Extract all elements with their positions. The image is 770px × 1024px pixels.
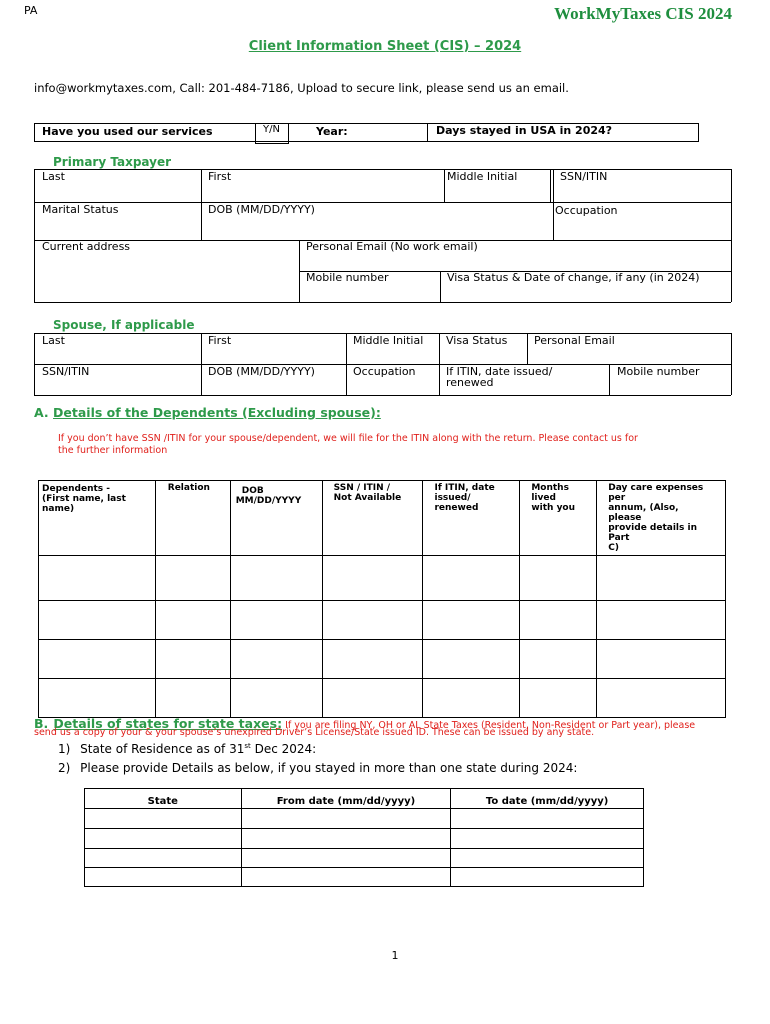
dependents-col-itin: If ITIN, date issued/ renewed [423,481,520,556]
spouse-email-label: Personal Email [534,334,615,347]
item-1-sup: st [244,742,251,750]
item-1-number: 1) [58,742,71,756]
days-label: Days stayed in USA in 2024? [436,124,613,137]
states-col-from: From date (mm/dd/yyyy) [241,789,451,809]
section-a-title: Details of the Dependents (Excluding spouse): [53,405,381,420]
spouse-first-label: First [208,334,232,347]
dependents-col-ssn: SSN / ITIN / Not Available [322,481,423,556]
item-2-number: 2) [58,761,71,775]
states-col-to: To date (mm/dd/yyyy) [451,789,644,809]
primary-middle-label: Middle Initial [447,170,518,183]
primary-marital-label: Marital Status [42,203,119,216]
section-a-letter: A. [34,405,49,420]
spouse-occupation-label: Occupation [353,365,416,378]
item-1-tail: Dec 2024: [250,742,317,756]
contact-line: info@workmytaxes.com, Call: 201-484-7186, Upload to secure link, please send us an email. [34,81,569,95]
section-a-note: If you don’t have SSN /ITIN for your spouse/dependent, we will file for the ITIN along with the return. Please contact us for [58,433,638,444]
page-tag: PA [24,4,38,17]
table-row[interactable] [39,601,726,640]
primary-first-label: First [208,170,232,183]
section-a-note-2: the further information [58,445,168,456]
section-b-title: Details of states for state taxes: [53,716,283,731]
brand-title: WorkMyTaxes CIS 2024 [554,4,732,23]
states-col-state: State [85,789,242,809]
services-question: Have you used our services [42,125,213,138]
dependents-col-dob: DOB MM/DD/YYYY [230,481,322,556]
primary-email-label: Personal Email (No work email) [306,240,478,253]
page-number: 1 [391,949,399,962]
dependents-col-relation: Relation [155,481,230,556]
section-b-note-2: send us a copy of your & your spouse’s unexpired Driver’s License/State issued ID. These can be issued by any state. [34,727,595,738]
yn-field[interactable] [255,123,289,144]
table-row[interactable] [39,556,726,601]
page-title: Client Information Sheet (CIS) – 2024 [248,39,522,54]
primary-address-label: Current address [42,240,131,253]
item-2-text: Please provide Details as below, if you stayed in more than one state during 2024: [80,761,578,775]
dependents-col-months: Months lived with you [520,481,597,556]
primary-mobile-label: Mobile number [306,271,389,284]
table-row[interactable] [39,679,726,718]
primary-last-label: Last [42,170,65,183]
year-label: Year: [316,125,348,138]
spouse-heading: Spouse, If applicable [53,318,195,332]
spouse-itin-label-2: renewed [446,376,494,389]
table-row[interactable] [85,829,644,849]
spouse-visa-label: Visa Status [446,334,508,347]
section-b-letter: B. [34,716,49,731]
primary-heading: Primary Taxpayer [53,155,172,169]
states-header-row [85,789,644,809]
yn-label: Y/N [263,124,280,135]
dependents-col-name: Dependents - (First name, last name) [39,481,156,556]
spouse-middle-label: Middle Initial [353,334,424,347]
multi-state-item [58,761,577,775]
dependents-col-daycare: Day care expenses per annum, (Also, please provide details in Part C) [597,481,726,556]
spouse-ssn-label: SSN/ITIN [42,365,90,378]
dependents-table [38,480,726,718]
dependents-header-row [39,481,726,556]
states-table [84,788,644,887]
spouse-dob-label: DOB (MM/DD/YYYY) [208,365,315,378]
spouse-last-label: Last [42,334,65,347]
table-row[interactable] [85,849,644,868]
spouse-mobile-label: Mobile number [617,365,700,378]
primary-dob-label: DOB (MM/DD/YYYY) [208,203,315,216]
residence-item [58,742,316,756]
primary-occupation-label: Occupation [555,204,618,217]
item-1-text: State of Residence as of 31 [80,742,245,756]
primary-ssn-label: SSN/ITIN [560,170,608,183]
section-a-heading [34,405,381,420]
table-row[interactable] [85,868,644,887]
table-row[interactable] [39,640,726,679]
table-row[interactable] [85,809,644,829]
spouse-itin-label: If ITIN, date issued/ [446,365,553,378]
section-b-note: If you are filing NY, OH or AL State Taxes (Resident, Non-Resident or Part year), please [282,720,696,731]
primary-visa-label: Visa Status & Date of change, if any (in 2024) [447,271,700,284]
